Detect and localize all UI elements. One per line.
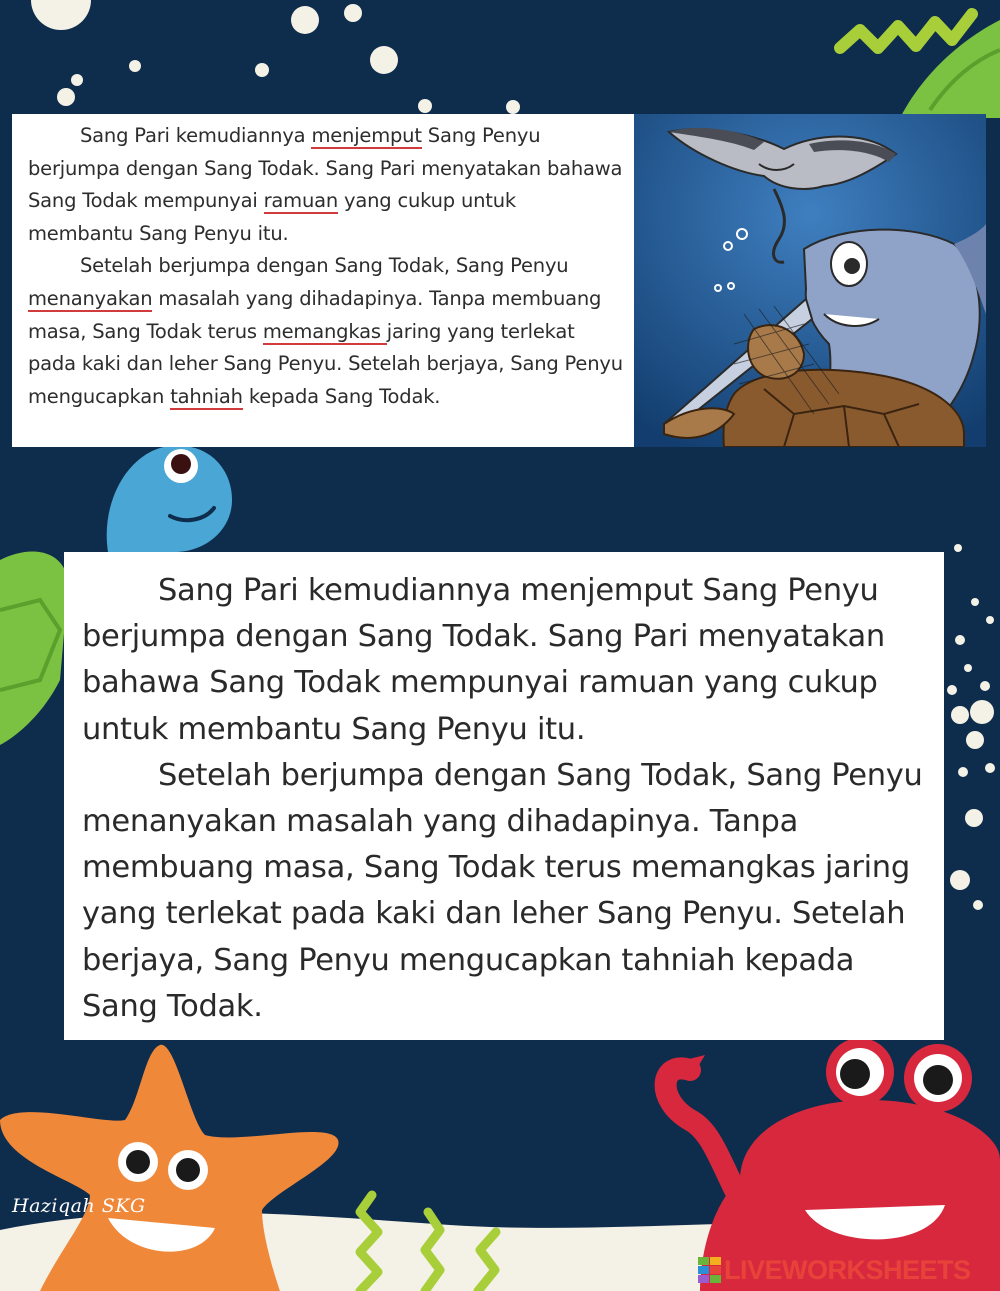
bubbles-top (31, 0, 520, 114)
text-span: masalah yang dihadapinya. Tanpa membuang masa, Sang Todak terus (28, 286, 602, 343)
top-passage-panel (12, 114, 634, 447)
underlined-word-menanyakan: menanyakan (28, 286, 153, 310)
underlined-word-ramuan: ramuan (263, 189, 339, 213)
top-paragraph-1 (28, 120, 624, 250)
text-span: yang cukup untuk membantu Sang Penyu itu. (28, 189, 516, 245)
text-span: jaring yang terlekat pada kaki dan leher Sang Penyu. Setelah berjaya, Sang Penyu mengucapkan (28, 319, 623, 408)
big-paragraph-1: Sang Pari kemudiannya menjemput Sang Penyu berjumpa dengan Sang Todak. Sang Pari menyatakan bahawa Sang Todak mempunyai ramuan yang cukup untuk membantu Sang Penyu itu. (82, 573, 885, 747)
underlined-word-tahniah: tahniah (170, 384, 243, 408)
turtle-shell-left (0, 552, 69, 745)
text-span: kepada Sang Todak. (242, 384, 441, 408)
underlined-word-memangkas: memangkas (262, 319, 387, 343)
liveworksheets-logo-icon (698, 1257, 722, 1283)
crab (665, 1038, 1000, 1291)
underlined-word-menjemput: menjemput (311, 124, 422, 147)
liveworksheets-brand (698, 1255, 971, 1285)
text-span: Setelah berjumpa dengan Sang Todak, Sang Penyu (80, 254, 569, 278)
top-paragraph-2 (28, 250, 624, 413)
author-credit: Haziqah SKG (12, 1195, 146, 1217)
text-span: Sang Pari kemudiannya (80, 124, 312, 147)
text-span: Sang Penyu berjumpa dengan Sang Todak. Sang Pari menyatakan bahawa Sang Todak mempunyai (28, 124, 623, 213)
bubbles-right (947, 544, 995, 910)
liveworksheets-wordmark: LIVEWORKSHEETS (724, 1254, 971, 1285)
big-passage-panel (64, 552, 944, 1040)
sea-creatures-illustration (634, 114, 986, 447)
big-paragraph-2: Setelah berjumpa dengan Sang Todak, Sang Penyu menanyakan masalah yang dihadapinya. Tanpa membuang masa, Sang Todak terus memangkas jaring yang terlekat pada kaki dan leher Sang Penyu. Setelah berjaya, Sang Penyu mengucapkan tahniah kepada Sang Todak. (82, 757, 923, 1024)
blue-fish (107, 446, 232, 552)
seaweed-top (840, 14, 972, 48)
